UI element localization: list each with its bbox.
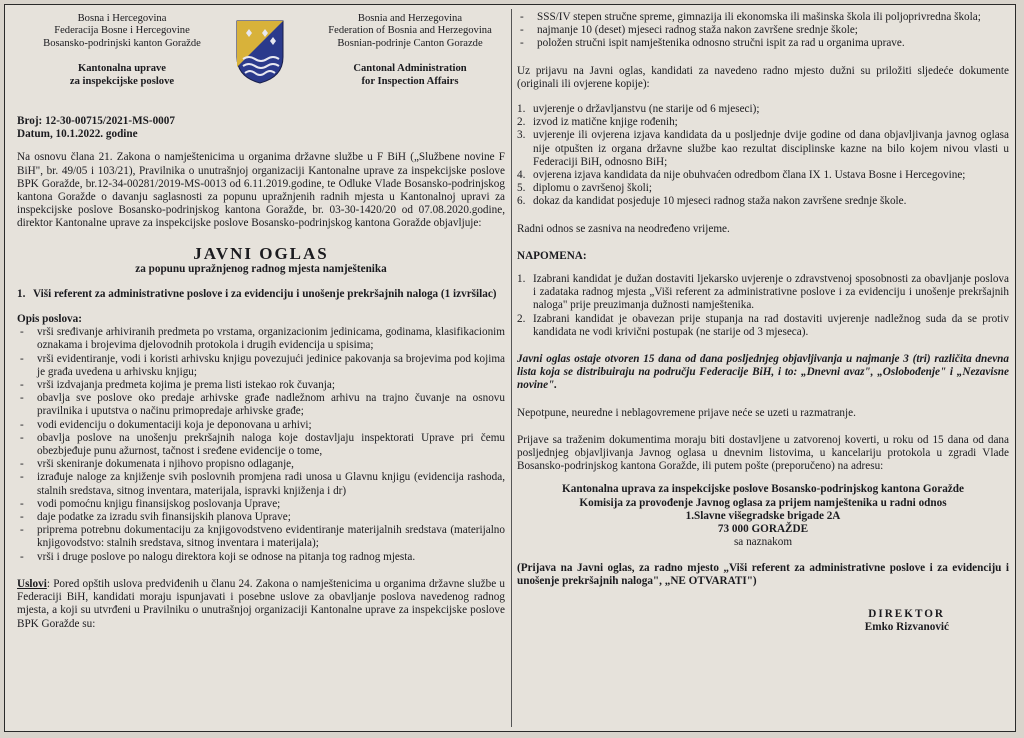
document-item-number: 3. (517, 129, 526, 142)
left-column (17, 11, 505, 631)
duty-item: - vrši sređivanje arhiviranih predmeta po vrstama, organizacionim jedinicama, godinama, klasifikacionim oznakama i brojevima djelovodnih protokola i drugih evidencija u spisima; (17, 326, 505, 352)
duty-item: - izrađuje naloge za knjiženje svih poslovnih promjena radi unosa u Glavnu knjigu (evidencija rashoda, stalnih sredstava, sitnog inventara, materijala, ispravki knjiženja i dr) (17, 471, 505, 497)
document-item-text: izvod iz matične knjige rođenih; (533, 116, 678, 129)
letterhead-country-en: Bosnia and Herzegovina (357, 13, 463, 24)
duty-item: - obavlja sve poslove oko predaje arhivske građe nadležnom arhivu na trajno čuvanje na osnovu pravilnika i uputstva o načinu primopredaje arhivske građe; (17, 392, 505, 418)
document-item (517, 182, 1009, 195)
coat-of-arms-icon (235, 19, 285, 85)
duty-item: - priprema potrebnu dokumentaciju za knjigovodstveno evidentiranje materijalnih sredstava (materijalno knjigovodstvo: stalnih sredstava, sitnog inventara i materijala); (17, 524, 505, 550)
duty-item: - vrši evidentiranje, vodi i koristi arhivsku knjigu povezujući jedinice pakovanja sa brojevima pod kojima je građa uvedena u arhivsku knjigu; (17, 353, 505, 379)
signature-name: Emko Rizvanović (864, 621, 949, 634)
note-item (517, 313, 1009, 339)
position-item (17, 288, 505, 301)
position-name: Viši referent za administrativne poslove i za evidenciju i unošenje prekršajnih naloga (1 izvršilac) (33, 287, 497, 300)
right-column (517, 11, 1009, 634)
employment-type: Radni odnos se zasniva na neodređeno vrijeme. (517, 222, 730, 235)
conditions-text: : Pored opštih uslova predviđenih u članu 24. Zakona o namještenicima u organima državne službe u Federaciji BiH, kandidati moraju ispunjavati i posebne uslove za obavljanje poslova navedenog radnog mjesta, a koji su utvrđeni u Pravilniku o unutrašnjoj organizaciji Kantonalne uprave za inspekcijske poslove BPK Goražde su: (17, 577, 505, 630)
duty-item: - vrši izdvajanja predmeta kojima je prema listi istekao rok čuvanja; (17, 379, 505, 392)
letterhead-english (313, 13, 507, 88)
reference-number: Broj: 12-30-00715/2021-MS-0007 (17, 115, 175, 127)
signature-block (517, 608, 1009, 634)
document-item-number: 6. (517, 195, 526, 208)
duties-heading: Opis poslova: (17, 313, 82, 326)
letterhead (17, 11, 505, 115)
duty-item: - obavlja poslove na unošenju prekršajnih naloga koje dostavljaju inspektorati Uprave pri čemu obezbjeđuje punu ažurnost, tačnost i sređene evidencije o tome, (17, 432, 505, 458)
document-item-text: uvjerenje ili ovjerena izjava kandidata da u posljednje dvije godine od dana objavljivanja javnog oglasa nije otpušten iz organa državne službe kao rezultat disciplinske kazne na bilo kojem nivou vlasti u Federaciji BiH, odnosno BiH; (533, 129, 1009, 168)
documents-list (517, 103, 1009, 209)
document-item-number: 1. (517, 103, 526, 116)
document-item (517, 129, 1009, 169)
note-item-text: Izabrani kandidat je dužan dostaviti ljekarsko uvjerenje o zdravstvenoj sposobnosti za obavljanje poslova i zadataka radnog mjesta „Viši referent za administrativne poslove i za evidenciju i unošenje prekršajnih naloga" prije preuzimanja dužnosti namještenika. (533, 273, 1009, 312)
letterhead-office-2: za inspekcijske poslove (69, 75, 175, 87)
address-institution: Kantonalna uprava za inspekcijske poslove Bosansko-podrinjskog kantona Goražde (562, 483, 964, 496)
document-item (517, 169, 1009, 182)
document-item-text: ovjerena izjava kandidata da nije obuhvaćen odredbom člana IX 1. Ustava Bosne i Hercegovine; (533, 169, 966, 182)
intro-paragraph: Na osnovu člana 21. Zakona o namještenicima u organima državne službe u F BiH („Službene novine F BiH", br. 49/05 i 103/21), Pravilnika o unutrašnjoj organizaciji Kantonalne uprave za inspekcijske poslove BPK Goražde, br.12-34-00281/2019-MS-0013 od 6.11.2019.godine, te Odluke Vlade Bosansko-podrinjskog kantona Goražde o davanju saglasnosti za popunu upražnjenih radnih mjesta u Kantonalnoj upravi za inspekcijske poslove Bosansko-podrinjskog kantona Goražde, br. 03-30-1420/20 od 07.08.2020.godine, direktor Kantonalne uprave za inspekcijske poslove Bosansko-podrinjskog kantona Goražde objavljuje: (17, 151, 505, 230)
position-list (17, 288, 505, 301)
conditions-label: Uslovi (17, 577, 47, 590)
duty-item: - vrši i druge poslove po nalogu direktora koji se odnose na pitanja tog radnog mjesta. (17, 551, 505, 564)
duties-list (17, 326, 505, 564)
signature-title: DIREKTOR (868, 607, 945, 620)
duty-item: - daje podatke za izradu svih finansijskih planova Uprave; (17, 511, 505, 524)
note-item-number: 1. (517, 273, 526, 286)
incomplete-notice: Nepotpune, neuredne i neblagovremene prijave neće se uzeti u razmatranje. (517, 406, 856, 419)
column-divider (511, 9, 512, 727)
address-block (517, 483, 1009, 549)
letterhead-country: Bosna i Hercegovina (77, 13, 167, 24)
note-item-text: Izabrani kandidat je obavezan prije stupanja na rad dostaviti uvjerenje nadležnog suda da se protiv kandidata ne vodi krivični postupak (ne starije od 3 mjeseca). (533, 312, 1009, 338)
note-item-number: 2. (517, 312, 526, 325)
document-item-number: 2. (517, 116, 526, 129)
document-item-text: diplomu o završenoj školi; (533, 182, 653, 195)
duty-item: - vrši skeniranje dokumenata i njihovo propisno odlaganje, (17, 458, 505, 471)
document-item-number: 5. (517, 182, 526, 195)
document-item (517, 195, 1009, 208)
letterhead-office-en: Cantonal Administration (353, 63, 467, 75)
notice-title: JAVNI OGLAS (193, 243, 329, 263)
document-item (517, 103, 1009, 116)
notice-subtitle: za popunu upražnjenog radnog mjesta namještenika (135, 262, 387, 275)
conditions-paragraph (17, 578, 505, 631)
document-item (517, 116, 1009, 129)
notes-list (517, 273, 1009, 339)
letterhead-canton: Bosansko-podrinjski kanton Goražde (43, 37, 201, 49)
note-item (517, 273, 1009, 313)
address-commission: Komisija za provođenje Javnog oglasa za prijem namještenika u radni odnos (579, 496, 947, 509)
duty-item: - vodi pomoćnu knjigu finansijskog poslovanja Uprave; (17, 498, 505, 511)
letterhead-federation-en: Federation of Bosnia and Herzegovina (328, 25, 492, 37)
special-condition-item: - položen stručni ispit namještenika odnosno stručni ispit za rad u organima uprave. (517, 37, 1009, 50)
special-condition-item: - SSS/IV stepen stručne spreme, gimnazija ili ekonomska ili mašinska škola ili poljoprivredna škola; (517, 11, 1009, 24)
letterhead-canton-en: Bosnian-podrinje Canton Gorazde (337, 37, 483, 49)
duty-item: - vodi evidenciju o dokumentaciji koja je deponovana u arhivi; (17, 419, 505, 432)
document-item-number: 4. (517, 169, 526, 182)
open-notice: Javni oglas ostaje otvoren 15 dana od dana posljednjeg objavljivanja u najmanje 3 (tri) različita dnevna lista koja se distribuiraju na području Federacije BiH, i to: „Dnevni avaz", „Oslobođenje" i „Nezavisne novine". (517, 353, 1009, 392)
reference-date: Datum, 10.1.2022. godine (17, 128, 138, 141)
document-item-text: uvjerenje o državljanstvu (ne starije od 6 mjeseci); (533, 103, 760, 116)
note-heading: NAPOMENA: (517, 249, 587, 262)
documents-intro: Uz prijavu na Javni oglas, kandidati za navedeno radno mjesto dužni su priložiti sljedeće dokumente (originali ili ovjerene kopije): (517, 64, 1009, 90)
address-remark: sa naznakom (733, 536, 793, 549)
address-city: 73 000 GORAŽDE (717, 523, 809, 536)
submission-paragraph: Prijave sa traženim dokumentima moraju biti dostavljene u zatvorenoj koverti, u roku od 15 dana od dana posljednjeg objavljivanja Javnog oglasa u dnevnim listovima, u kancelariju protokola u zgradi Vlade Bosansko-podrinjskog kantona Goražde, ili putem pošte (preporučeno) na adresu: (517, 433, 1009, 473)
position-number: 1. (17, 287, 26, 300)
letterhead-federation: Federacija Bosne i Hercegovine (54, 25, 190, 37)
special-conditions-list (517, 11, 1009, 51)
letterhead-office-en-2: for Inspection Affairs (361, 75, 459, 87)
address-street: 1.Slavne višegradske brigade 2A (685, 509, 841, 522)
special-condition-item: - najmanje 10 (deset) mjeseci radnog staža nakon završene srednje škole; (517, 24, 1009, 37)
document-item-text: dokaz da kandidat posjeduje 10 mjeseci radnog staža nakon završene srednje škole. (533, 195, 907, 208)
letterhead-local (27, 13, 217, 88)
newspaper-notice (4, 4, 1016, 732)
letterhead-office: Kantonalna uprave (77, 63, 166, 75)
envelope-note: (Prijava na Javni oglas, za radno mjesto „Viši referent za administrativne poslove i za evidenciju i unošenje prekršajnih naloga", „NE OTVARATI") (517, 561, 1009, 587)
